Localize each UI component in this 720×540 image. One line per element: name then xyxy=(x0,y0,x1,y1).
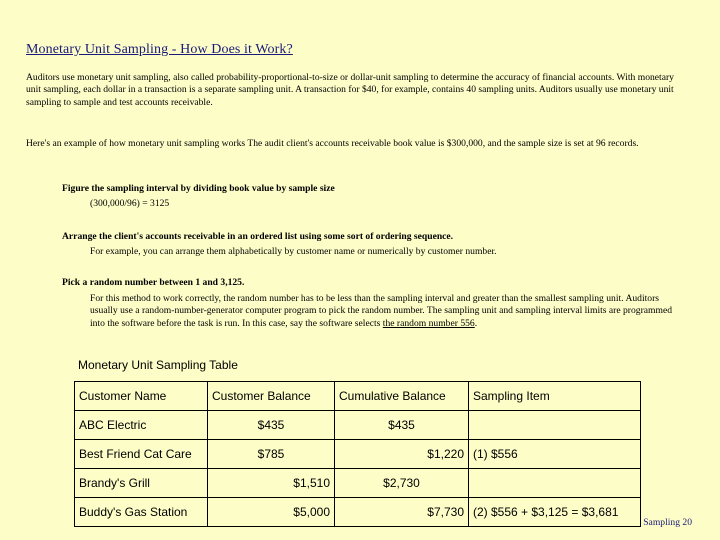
header-cumulative-balance: Cumulative Balance xyxy=(335,382,469,411)
step-3-body xyxy=(90,293,680,330)
example-paragraph: Here's an example of how monetary unit sampling works The audit client's accounts receivable book value is $300,000, and the sample size is set at 96 records. xyxy=(26,138,639,149)
cell-sampling-item xyxy=(469,411,641,440)
cell-customer-balance: $5,000 xyxy=(208,498,335,527)
random-number-highlight: the random number 556 xyxy=(382,317,475,329)
cell-cumulative-balance: $7,730 xyxy=(335,498,469,527)
step-3-heading: Pick a random number between 1 and 3,125. xyxy=(62,277,245,288)
table-header-row xyxy=(75,382,641,411)
cell-customer-name: Best Friend Cat Care xyxy=(75,440,208,469)
cell-sampling-item xyxy=(469,469,641,498)
cell-cumulative-balance: $2,730 xyxy=(335,469,469,498)
table-row xyxy=(75,498,641,527)
step-3-body-text: For this method to work correctly, the random number has to be less than the sampling interval and greater than the smallest sampling unit. Auditors usually use a random-number-generator computer program to pick the random number. The sampling unit and sampling interval limits are programmed into the software before the task is run. In this case, say the software selects xyxy=(90,293,673,329)
cell-cumulative-balance: $1,220 xyxy=(335,440,469,469)
step-2-heading: Arrange the client's accounts receivable in an ordered list using some sort of ordering sequence. xyxy=(62,231,454,242)
header-customer-balance: Customer Balance xyxy=(208,382,335,411)
cell-customer-balance: $1,510 xyxy=(208,469,335,498)
cell-customer-name: ABC Electric xyxy=(75,411,208,440)
cell-cumulative-balance: $435 xyxy=(335,411,469,440)
cell-customer-name: Buddy's Gas Station xyxy=(75,498,208,527)
table-row xyxy=(75,469,641,498)
step-3-body-end: . xyxy=(474,317,478,329)
slide-footer: Sampling 20 xyxy=(643,517,692,528)
header-sampling-item: Sampling Item xyxy=(469,382,641,411)
cell-customer-balance: $785 xyxy=(208,440,335,469)
cell-customer-balance: $435 xyxy=(208,411,335,440)
table-row xyxy=(75,411,641,440)
intro-paragraph: Auditors use monetary unit sampling, also called probability-proportional-to-size or dollar-unit sampling to determine the accuracy of financial accounts. With monetary unit sampling, each dollar in a transaction is a separate sampling unit. A transaction for $40, for example, contains 40 sampling units. Auditors usually use monetary unit sampling to sample and test accounts receivable. xyxy=(26,72,674,108)
table-row xyxy=(75,440,641,469)
sampling-table xyxy=(74,381,641,527)
header-customer-name: Customer Name xyxy=(75,382,208,411)
cell-customer-name: Brandy's Grill xyxy=(75,469,208,498)
cell-sampling-item: (2) $556 + $3,125 = $3,681 xyxy=(469,498,641,527)
page-title: Monetary Unit Sampling - How Does it Work? xyxy=(26,42,293,57)
step-1-heading: Figure the sampling interval by dividing book value by sample size xyxy=(62,183,335,194)
step-2-body: For example, you can arrange them alphabetically by customer name or numerically by customer number. xyxy=(90,246,497,257)
table-title: Monetary Unit Sampling Table xyxy=(78,358,238,372)
step-1-body: (300,000/96) = 3125 xyxy=(90,198,170,209)
cell-sampling-item: (1) $556 xyxy=(469,440,641,469)
